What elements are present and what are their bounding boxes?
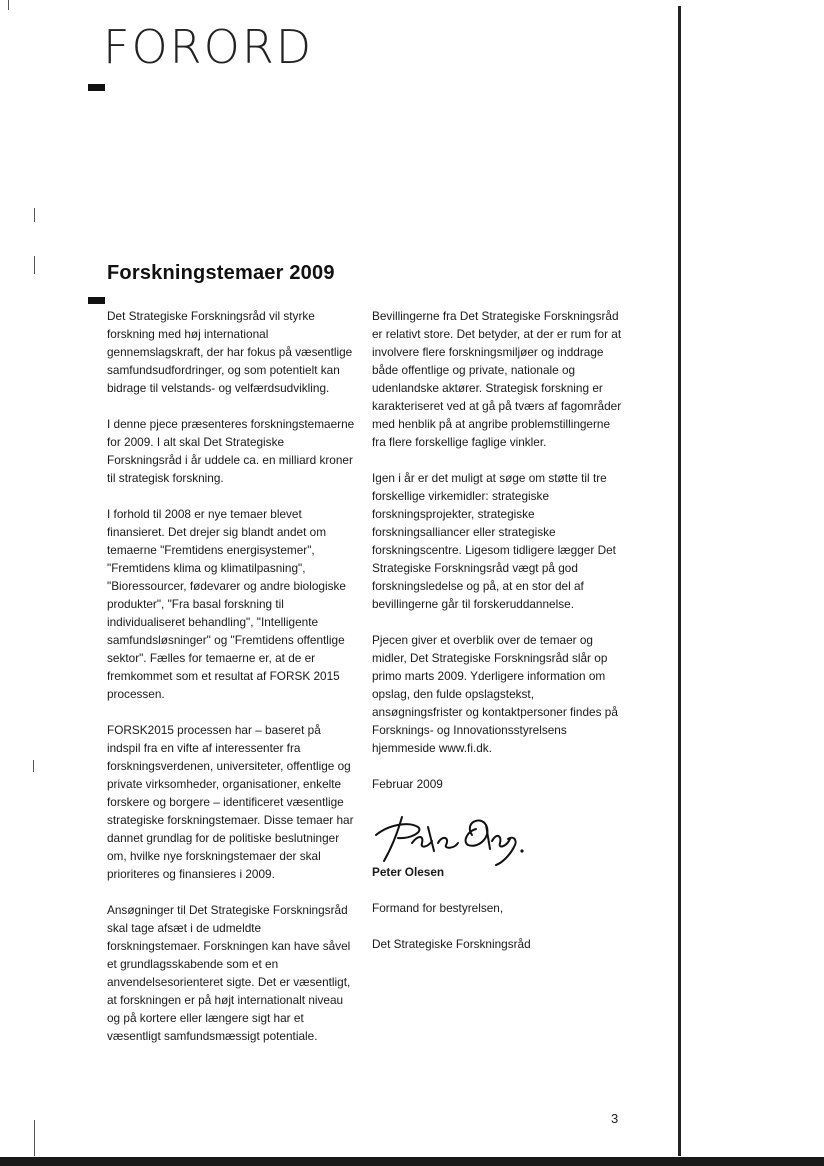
- title-accent-bar: [88, 84, 105, 91]
- scan-mark: [34, 1120, 35, 1156]
- signature-block: [368, 805, 622, 953]
- section-heading: Forskningstemaer 2009: [107, 262, 335, 284]
- scan-edge-bottom: [0, 1157, 824, 1166]
- signer-role: Formand for bestyrelsen,: [372, 901, 504, 915]
- scan-mark: [34, 208, 35, 222]
- paragraph: Pjecen giver et overblik over de temaer og midler, Det Strategiske Forskningsråd slår op primo marts 2009. Yderligere information om opslag, den fulde opslagstekst, ansøgningsfrister og kontaktpersoner findes på Forsknings- og Innovationsstyrelsens hjemmeside www.fi.dk.: [372, 633, 618, 755]
- page-number: 3: [611, 1111, 619, 1126]
- page-title: FORORD: [103, 20, 314, 74]
- date-line: Februar 2009: [372, 777, 443, 791]
- paragraph: Det Strategiske Forskningsråd vil styrke forskning med høj international gennemslagskraft, der har fokus på væsentlige samfundsudfordringer, og som potentielt kan bidrage til velstands- og velfærdsudvikling.: [107, 309, 353, 395]
- paragraph: Igen i år er det muligt at søge om støtte til tre forskellige virkemidler: strategiske forskningsprojekter, strategiske forskningsalliancer eller strategiske forskningscentre. Ligesom tidligere lægger Det Strategiske Forskningsråd vægt på god forskningsledelse og på, at en stor del af bevillingerne går til forskeruddannelse.: [372, 471, 616, 611]
- scan-mark: [34, 256, 35, 274]
- scan-mark: [33, 760, 34, 772]
- section-accent-bar: [88, 297, 105, 304]
- signature-text: Peter Olesen: [368, 805, 374, 806]
- paragraph: Ansøgninger til Det Strategiske Forskningsråd skal tage afsæt i de udmeldte forskningstemaer. Forskningen kan have såvel et grundlagsskabende som et en anvendelsesorienteret sigte. Det er væsentligt, at forskningen er på højt internationalt niveau og på kortere eller længere sigt har et væsentligt samfundsmæssigt potentiale.: [107, 903, 351, 1043]
- scan-mark: [8, 0, 9, 10]
- paragraph: FORSK2015 processen har – baseret på indspil fra en vifte af interessenter fra forskningsverdenen, universiteter, offentlige og private virksomheder, organisationer, enkelte forskere og borgere – identificeret væsentlige strategiske forskningstemaer. Disse temaer har dannet grundlag for de politiske beslutninger om, hvilke nye forskningstemaer der skal prioriteres og finansieres i 2009.: [107, 723, 354, 881]
- right-column: [368, 307, 622, 971]
- scan-edge-right: [678, 6, 681, 1156]
- signer-organisation: Det Strategiske Forskningsråd: [372, 937, 531, 951]
- left-column: [107, 307, 357, 1063]
- signer-name: Peter Olesen: [372, 865, 445, 879]
- paragraph: I forhold til 2008 er nye temaer blevet finansieret. Det drejer sig blandt andet om temaerne "Fremtidens energisystemer", "Fremtidens klima og klimatilpasning", "Bioressourcer, fødevarer og andre biologiske produkter", "Fra basal forskning til individualiseret behandling", "Intelligente samfundsløsninger" og "Fremtidens offentlige sektor". Fælles for temaerne er, at de er fremkommet som et resultat af FORSK 2015 processen.: [107, 507, 346, 701]
- handwritten-signature: [368, 805, 528, 867]
- paragraph: Bevillingerne fra Det Strategiske Forskningsråd er relativt store. Det betyder, at der er rum for at involvere flere forskningsmiljøer og inddrage både offentlige og private, nationale og udenlandske aktører. Strategisk forskning er karakteriseret ved at gå på tværs af fagområder med henblik på at angribe problemstillingerne fra flere forskellige faglige vinkler.: [372, 309, 622, 449]
- paragraph: I denne pjece præsenteres forskningstemaerne for 2009. I alt skal Det Strategiske Forskningsråd i år uddele ca. en milliard kroner til strategisk forskning.: [107, 417, 355, 485]
